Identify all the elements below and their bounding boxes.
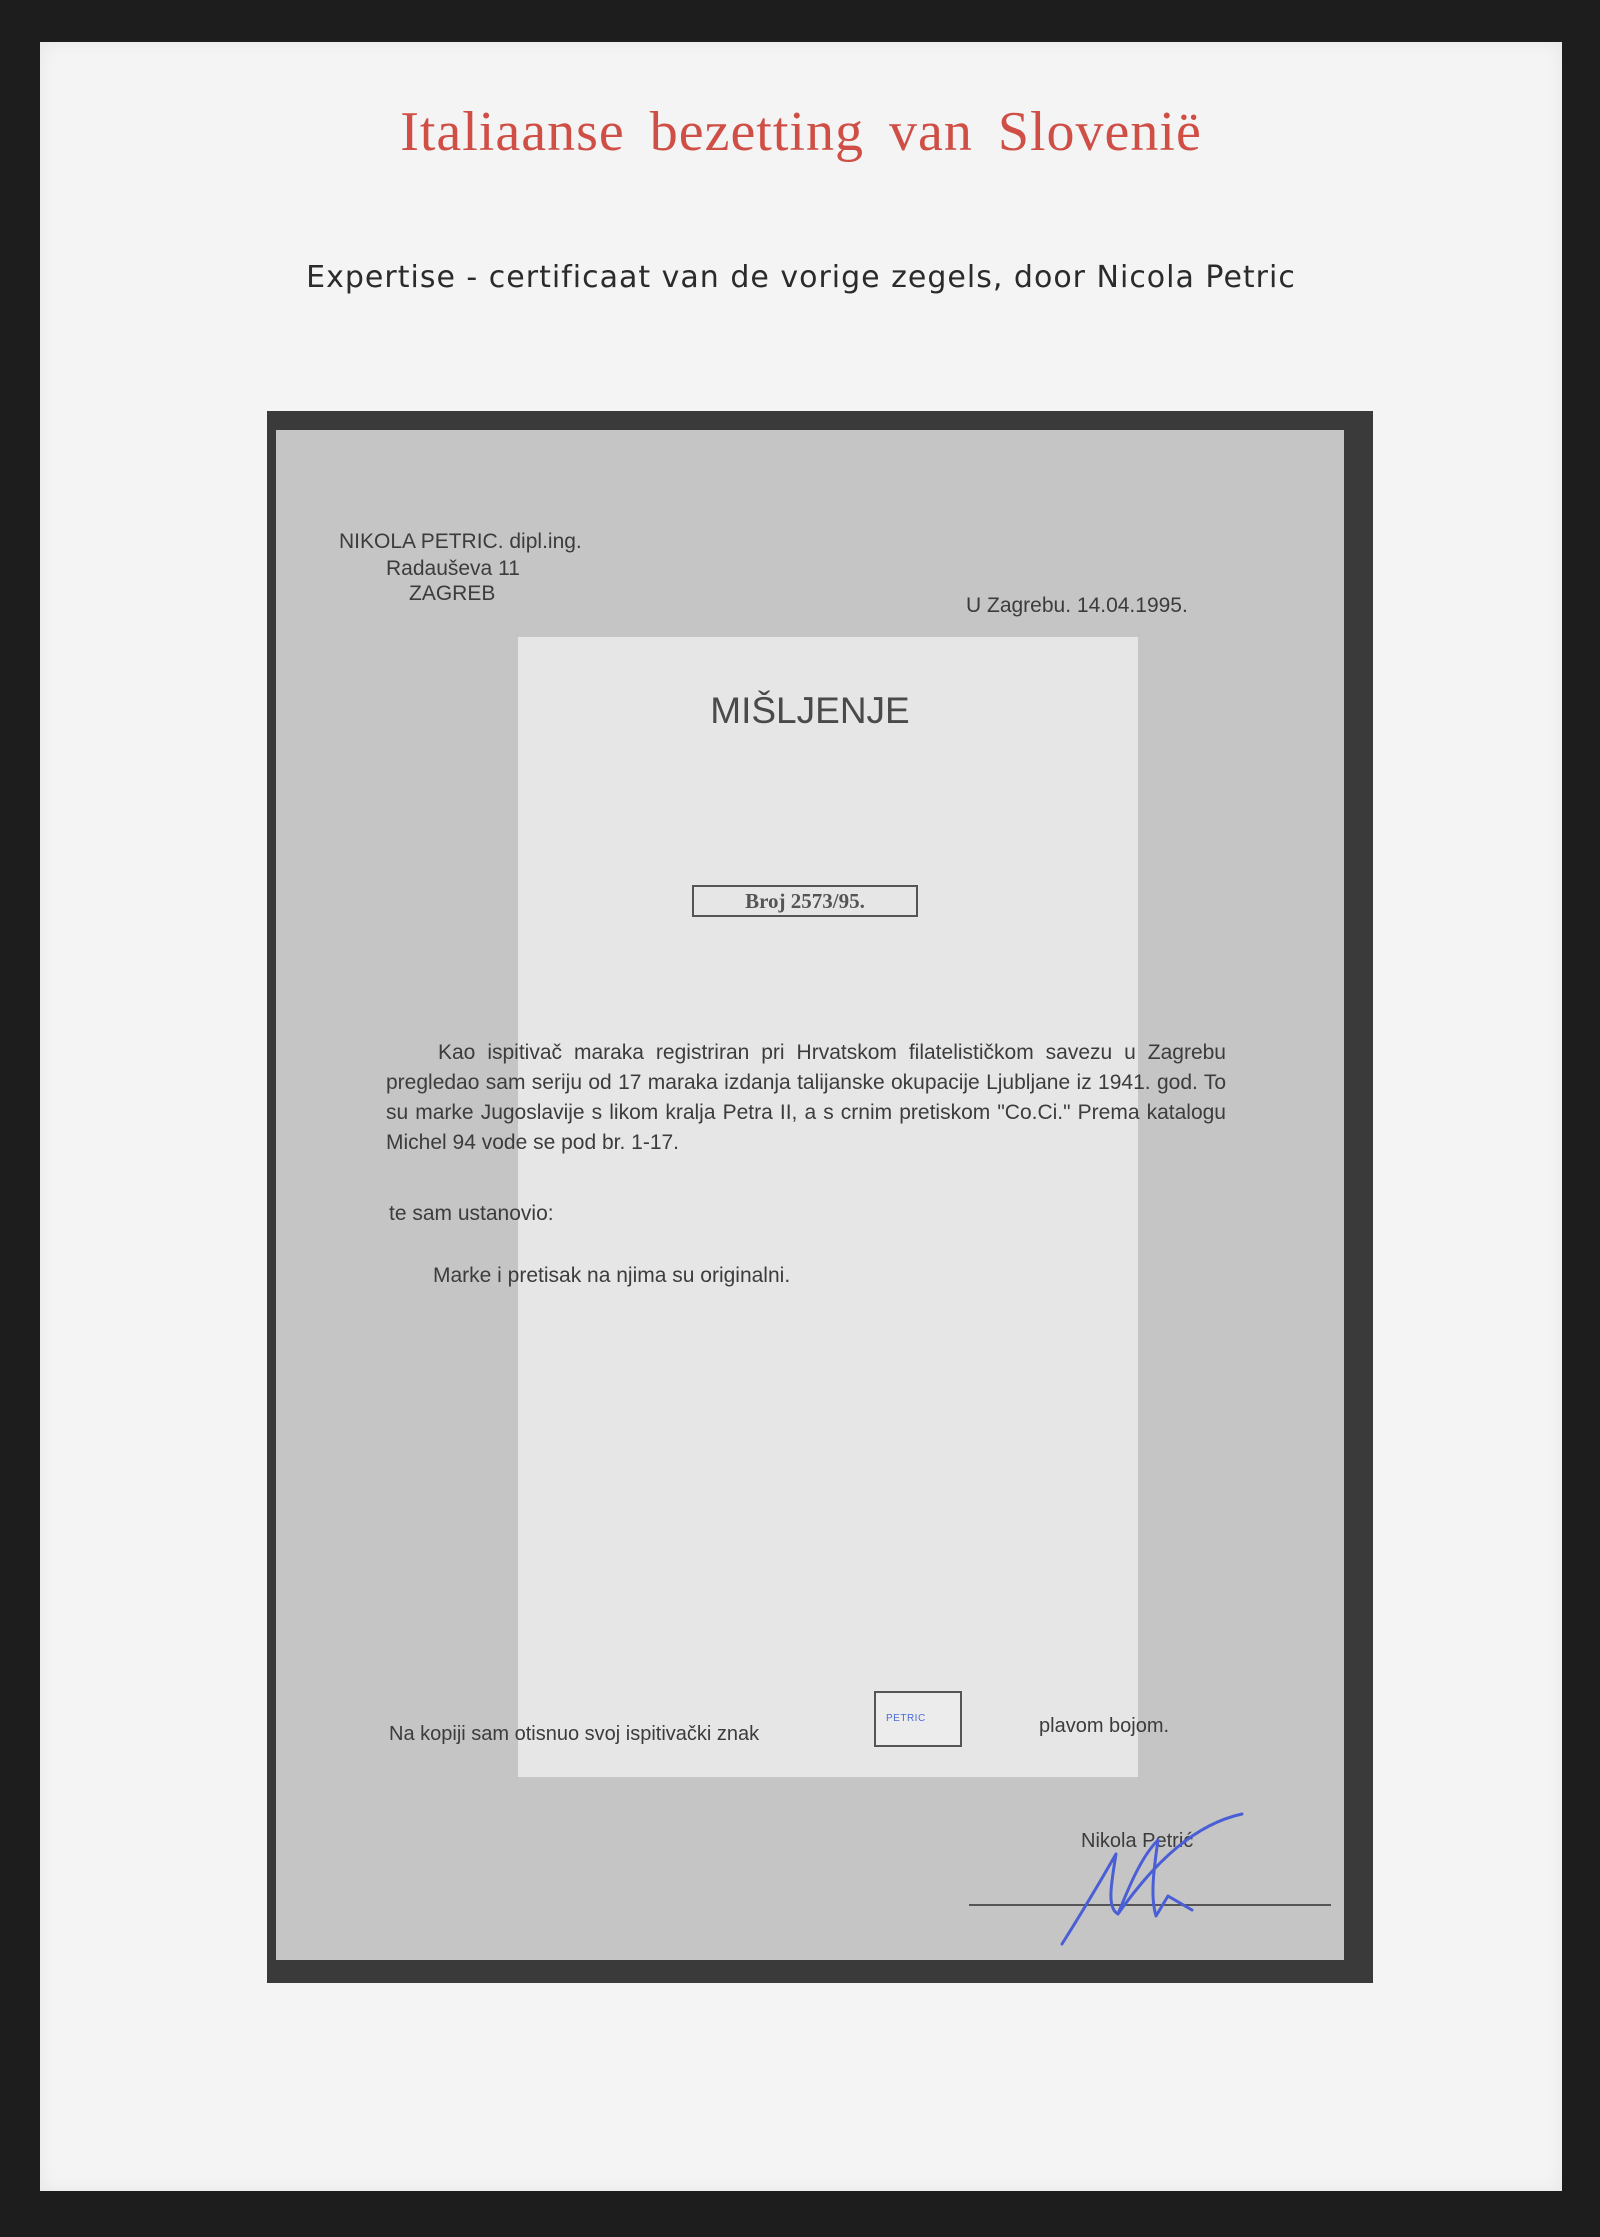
sender-street: Radauševa 11 [386, 557, 520, 580]
certificate-body: Kao ispitivač maraka registriran pri Hrvatskom filatelističkom savezu u Zagrebu pregledao sam seriju od 17 maraka izdanja talijanske okupacije Ljubljane iz 1941. god. To su marke Jugoslavije s likom kralja Petra II, a s crnim pretiskom "Co.Ci." Prema katalogu Michel 94 vode se pod br. 1-17. [386, 1041, 1226, 1154]
sender-block [276, 430, 676, 605]
album-page [40, 42, 1562, 2191]
finding-statement: Marke i pretisak na njima su originalni. [433, 1264, 791, 1287]
signatory-name: Nikola Petrić [1081, 1830, 1194, 1852]
certificate-date: U Zagrebu. 14.04.1995. [966, 594, 1188, 617]
stamp-note-before: Na kopiji sam otisnuo svoj ispitivački znak [389, 1723, 760, 1745]
expert-stamp [874, 1691, 962, 1747]
page-subtitle: Expertise - certificaat van de vorige zegels, door Nicola Petric [306, 260, 1296, 295]
reference-number: Broj 2573/95. [692, 885, 918, 917]
finding-intro: te sam ustanovio: [389, 1202, 554, 1225]
certificate-mount [267, 411, 1373, 1983]
handwritten-signature [1056, 1810, 1256, 1950]
expert-stamp-mark: PETRIC [886, 1713, 926, 1724]
sender-name: NIKOLA PETRIC. dipl.ing. [339, 530, 582, 553]
paper-highlight [518, 637, 1138, 1777]
expertise-certificate [276, 430, 1344, 1960]
page-title: Italiaanse bezetting van Slovenië [400, 101, 1202, 163]
certificate-heading: MIŠLJENJE [710, 690, 910, 731]
sender-city: ZAGREB [409, 582, 496, 605]
stamp-note-after: plavom bojom. [1039, 1715, 1170, 1737]
